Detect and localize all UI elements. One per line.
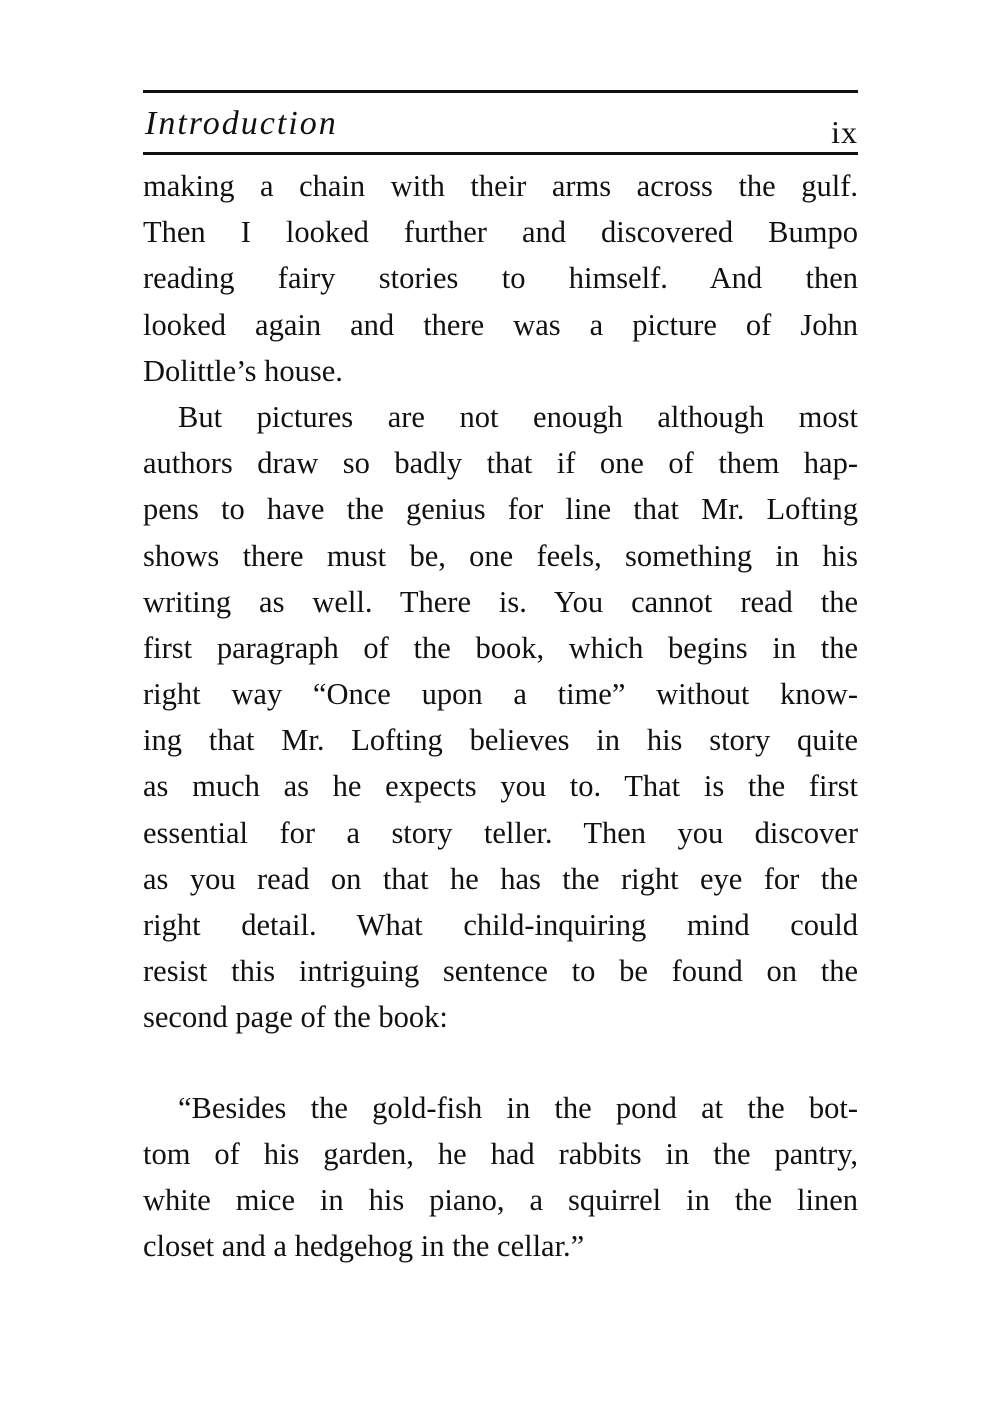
text-line: Dolittle’s house. [143, 353, 343, 388]
header-rule-top [143, 90, 858, 93]
text-line: right way “Once upon a time” without know- [143, 677, 858, 712]
text-line: But pictures are not enough although most [178, 399, 858, 434]
running-head-title: Introduction [145, 105, 338, 142]
text-line: second page of the book: [143, 1000, 448, 1035]
text-line: white mice in his piano, a squirrel in the linen [143, 1182, 858, 1217]
paragraph-1 [143, 163, 858, 394]
text-line: Then I looked further and discovered Bumpo [143, 215, 858, 250]
text-line: ing that Mr. Lofting believes in his story quite [143, 723, 858, 758]
text-line: authors draw so badly that if one of them hap- [143, 446, 858, 481]
text-line: making a chain with their arms across the gulf. [143, 169, 858, 203]
text-line: tom of his garden, he had rabbits in the pantry, [143, 1136, 858, 1171]
text-line: looked again and there was a picture of John [143, 307, 858, 342]
section-gap [143, 1041, 858, 1085]
text-line: resist this intriguing sentence to be found on the [143, 954, 858, 989]
quotation-block [143, 1085, 858, 1270]
text-line: right detail. What child-inquiring mind could [143, 908, 858, 942]
text-line: as much as he expects you to. That is the first [143, 769, 858, 804]
text-line: essential for a story teller. Then you discover [143, 815, 858, 850]
header-rule-bottom [143, 152, 858, 155]
text-line: closet and a hedgehog in the cellar.” [143, 1229, 585, 1264]
body-text [143, 163, 858, 1269]
text-line: first paragraph of the book, which begins in the [143, 630, 858, 665]
paragraph-2 [143, 394, 858, 1041]
page-number: ix [831, 114, 858, 150]
text-line: shows there must be, one feels, something in his [143, 538, 858, 573]
text-line: “Besides the gold-fish in the pond at the bot- [178, 1090, 858, 1125]
text-line: pens to have the genius for line that Mr. Lofting [143, 492, 858, 527]
text-line: as you read on that he has the right eye for the [143, 861, 858, 896]
text-line: reading fairy stories to himself. And then [143, 261, 858, 296]
text-line: writing as well. There is. You cannot read the [143, 584, 858, 619]
